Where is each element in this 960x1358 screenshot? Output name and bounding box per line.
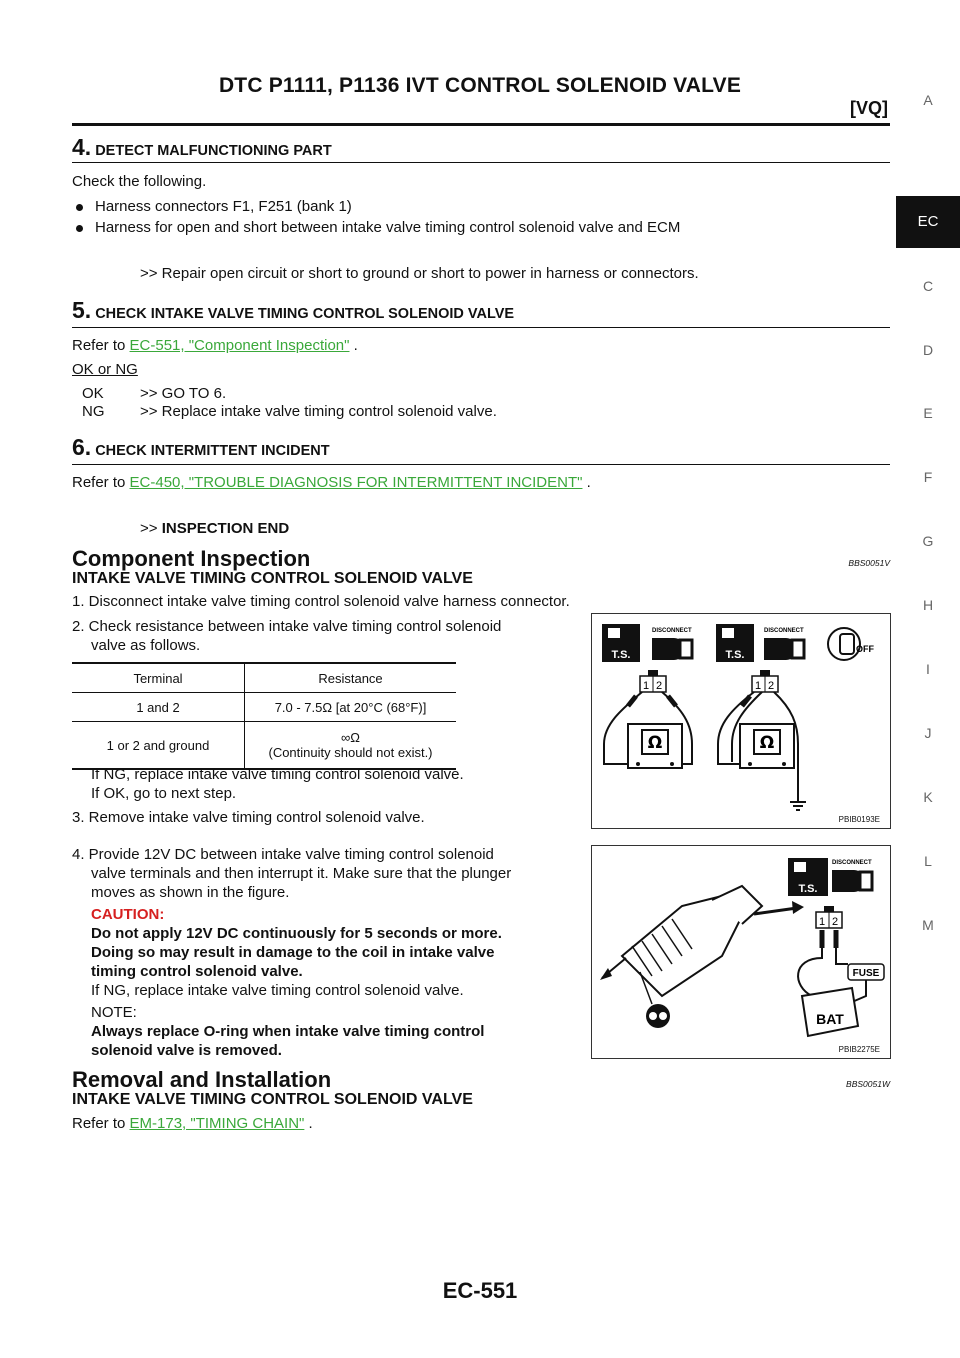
step-4-heading bbox=[72, 134, 332, 161]
page-title: DTC P1111, P1136 IVT CONTROL SOLENOID VALVE bbox=[218, 74, 742, 97]
refer-suffix: . bbox=[349, 337, 358, 354]
step-5-refer bbox=[72, 337, 358, 354]
infinity-ohm: ∞Ω bbox=[341, 730, 360, 745]
step-5-rule bbox=[72, 327, 890, 328]
svg-text:T.S.: T.S. bbox=[611, 649, 631, 661]
table-cell: 7.0 - 7.5Ω [at 20°C (68°F)] bbox=[245, 693, 457, 722]
index-l[interactable]: L bbox=[924, 853, 932, 869]
component-item-3: 3. Remove intake valve timing control solenoid valve. bbox=[72, 809, 425, 826]
index-e[interactable]: E bbox=[923, 405, 933, 421]
svg-text:T.S.: T.S. bbox=[798, 883, 818, 895]
component-item-2a: 2. Check resistance between intake valve timing control solenoid bbox=[72, 618, 502, 635]
caution-label: CAUTION: bbox=[91, 906, 165, 923]
svg-text:FUSE: FUSE bbox=[852, 968, 880, 979]
plunger-diagram-icon bbox=[592, 846, 890, 1058]
ng-label: NG bbox=[82, 403, 105, 420]
continuity-note: (Continuity should not exist.) bbox=[268, 745, 433, 760]
component-inspection-link[interactable]: EC-551, "Component Inspection" bbox=[129, 337, 350, 354]
index-k[interactable]: K bbox=[923, 789, 933, 805]
index-j[interactable]: J bbox=[924, 725, 932, 741]
if-ng-text: If NG, replace intake valve timing control solenoid valve. bbox=[91, 766, 464, 783]
inspection-end: INSPECTION END bbox=[161, 520, 290, 537]
step-5-number: 5. bbox=[72, 297, 92, 323]
intermittent-incident-link[interactable]: EC-450, "TROUBLE DIAGNOSIS FOR INTERMITTENT INCIDENT" bbox=[129, 474, 583, 491]
step-6-title: CHECK INTERMITTENT INCIDENT bbox=[95, 443, 330, 459]
refer-prefix: Refer to bbox=[72, 337, 130, 354]
svg-text:Ω: Ω bbox=[759, 733, 775, 753]
refer-prefix: Refer to bbox=[72, 1115, 130, 1132]
caution-line-1: Do not apply 12V DC continuously for 5 seconds or more. bbox=[91, 925, 502, 942]
svg-text:T.S.: T.S. bbox=[725, 649, 745, 661]
table-header-terminal: Terminal bbox=[72, 663, 245, 693]
step-4-title: DETECT MALFUNCTIONING PART bbox=[95, 143, 332, 159]
result-prefix: >> bbox=[140, 520, 162, 537]
index-i[interactable]: I bbox=[926, 661, 930, 677]
index-h[interactable]: H bbox=[922, 597, 934, 613]
table-row bbox=[72, 693, 456, 722]
svg-text:DISCONNECT: DISCONNECT bbox=[764, 628, 804, 634]
index-m[interactable]: M bbox=[922, 917, 934, 933]
page-number: EC-551 bbox=[442, 1278, 518, 1303]
svg-text:BAT: BAT bbox=[816, 1011, 844, 1027]
step-4-intro: Check the following. bbox=[72, 173, 207, 190]
caution-line-3: timing control solenoid valve. bbox=[91, 963, 303, 980]
figure-2-label: PBIB2275E bbox=[838, 1045, 880, 1054]
figure-1-label: PBIB0193E bbox=[838, 815, 880, 824]
ok-label: OK bbox=[82, 385, 104, 402]
svg-text:2: 2 bbox=[768, 680, 775, 692]
table-row bbox=[72, 722, 456, 770]
svg-text:2: 2 bbox=[656, 680, 663, 692]
step-5-heading bbox=[72, 297, 514, 324]
timing-chain-link[interactable]: EM-173, "TIMING CHAIN" bbox=[129, 1115, 305, 1132]
index-a[interactable]: A bbox=[923, 92, 933, 108]
table-header-row bbox=[72, 663, 456, 693]
svg-text:DISCONNECT: DISCONNECT bbox=[832, 860, 872, 866]
removal-heading: Removal and Installation bbox=[72, 1067, 332, 1092]
section-index bbox=[896, 0, 960, 1358]
refer-prefix: Refer to bbox=[72, 474, 130, 491]
resistance-diagram-icon bbox=[592, 614, 890, 828]
component-inspection-heading: Component Inspection bbox=[72, 546, 311, 571]
bullet-text: Harness connectors F1, F251 (bank 1) bbox=[95, 198, 352, 215]
component-item-4c: moves as shown in the figure. bbox=[91, 884, 290, 901]
removal-refer bbox=[72, 1115, 313, 1132]
bullet-dot bbox=[76, 204, 83, 211]
index-d[interactable]: D bbox=[922, 342, 934, 358]
refer-suffix: . bbox=[304, 1115, 313, 1132]
caution-line-2: Doing so may result in damage to the coil in intake valve bbox=[91, 944, 495, 961]
component-item-1: 1. Disconnect intake valve timing control solenoid valve harness connector. bbox=[72, 593, 570, 610]
svg-text:1: 1 bbox=[755, 680, 762, 692]
removal-code: BBS0051W bbox=[846, 1079, 890, 1089]
engine-variant: [VQ] bbox=[850, 98, 888, 118]
svg-text:2: 2 bbox=[832, 916, 839, 928]
bullet-dot bbox=[76, 225, 83, 232]
removal-subheading: INTAKE VALVE TIMING CONTROL SOLENOID VALVE bbox=[72, 1091, 473, 1108]
step-4-bullet-2 bbox=[76, 219, 680, 236]
bullet-text: Harness for open and short between intake valve timing control solenoid valve and ECM bbox=[95, 219, 681, 236]
if-ng-text-2: If NG, replace intake valve timing control solenoid valve. bbox=[91, 982, 464, 999]
svg-text:OFF: OFF bbox=[856, 644, 874, 654]
svg-text:DISCONNECT: DISCONNECT bbox=[652, 628, 692, 634]
step-4-rule bbox=[72, 162, 890, 163]
ok-text: >> GO TO 6. bbox=[140, 385, 227, 402]
resistance-table bbox=[72, 662, 456, 770]
svg-text:1: 1 bbox=[643, 680, 650, 692]
component-code: BBS0051V bbox=[848, 558, 890, 568]
header-rule bbox=[72, 123, 890, 126]
refer-suffix: . bbox=[582, 474, 591, 491]
table-cell bbox=[245, 722, 457, 770]
step-4-number: 4. bbox=[72, 134, 92, 160]
ok-or-ng-label: OK or NG bbox=[72, 361, 138, 378]
ng-text: >> Replace intake valve timing control solenoid valve. bbox=[140, 403, 497, 420]
step-4-result: >> Repair open circuit or short to ground or short to power in harness or connectors. bbox=[140, 265, 699, 282]
table-header-resistance: Resistance bbox=[245, 663, 457, 693]
svg-text:1: 1 bbox=[819, 916, 826, 928]
index-f[interactable]: F bbox=[923, 469, 933, 485]
component-item-4b: valve terminals and then interrupt it. Make sure that the plunger bbox=[91, 865, 512, 882]
figure-plunger-test bbox=[591, 845, 891, 1059]
component-item-4a: 4. Provide 12V DC between intake valve timing control solenoid bbox=[72, 846, 494, 863]
step-6-result bbox=[140, 520, 289, 537]
note-line-1: Always replace O-ring when intake valve timing control bbox=[91, 1023, 485, 1040]
index-g[interactable]: G bbox=[922, 533, 934, 549]
step-6-rule bbox=[72, 464, 890, 465]
index-ec-active[interactable]: EC bbox=[896, 196, 960, 248]
if-ok-text: If OK, go to next step. bbox=[91, 785, 237, 802]
step-6-heading bbox=[72, 434, 330, 461]
note-line-2: solenoid valve is removed. bbox=[91, 1042, 282, 1059]
step-6-number: 6. bbox=[72, 434, 92, 460]
figure-resistance-check bbox=[591, 613, 891, 829]
step-6-refer bbox=[72, 474, 591, 491]
table-cell: 1 and 2 bbox=[72, 693, 245, 722]
index-c[interactable]: C bbox=[922, 278, 934, 294]
component-item-2b: valve as follows. bbox=[91, 637, 201, 654]
svg-text:Ω: Ω bbox=[647, 733, 663, 753]
note-label: NOTE: bbox=[91, 1004, 137, 1021]
table-cell: 1 or 2 and ground bbox=[72, 722, 245, 770]
step-4-bullet-1 bbox=[76, 198, 352, 215]
component-subheading: INTAKE VALVE TIMING CONTROL SOLENOID VALVE bbox=[72, 570, 473, 587]
step-5-title: CHECK INTAKE VALVE TIMING CONTROL SOLENOID VALVE bbox=[95, 306, 515, 322]
